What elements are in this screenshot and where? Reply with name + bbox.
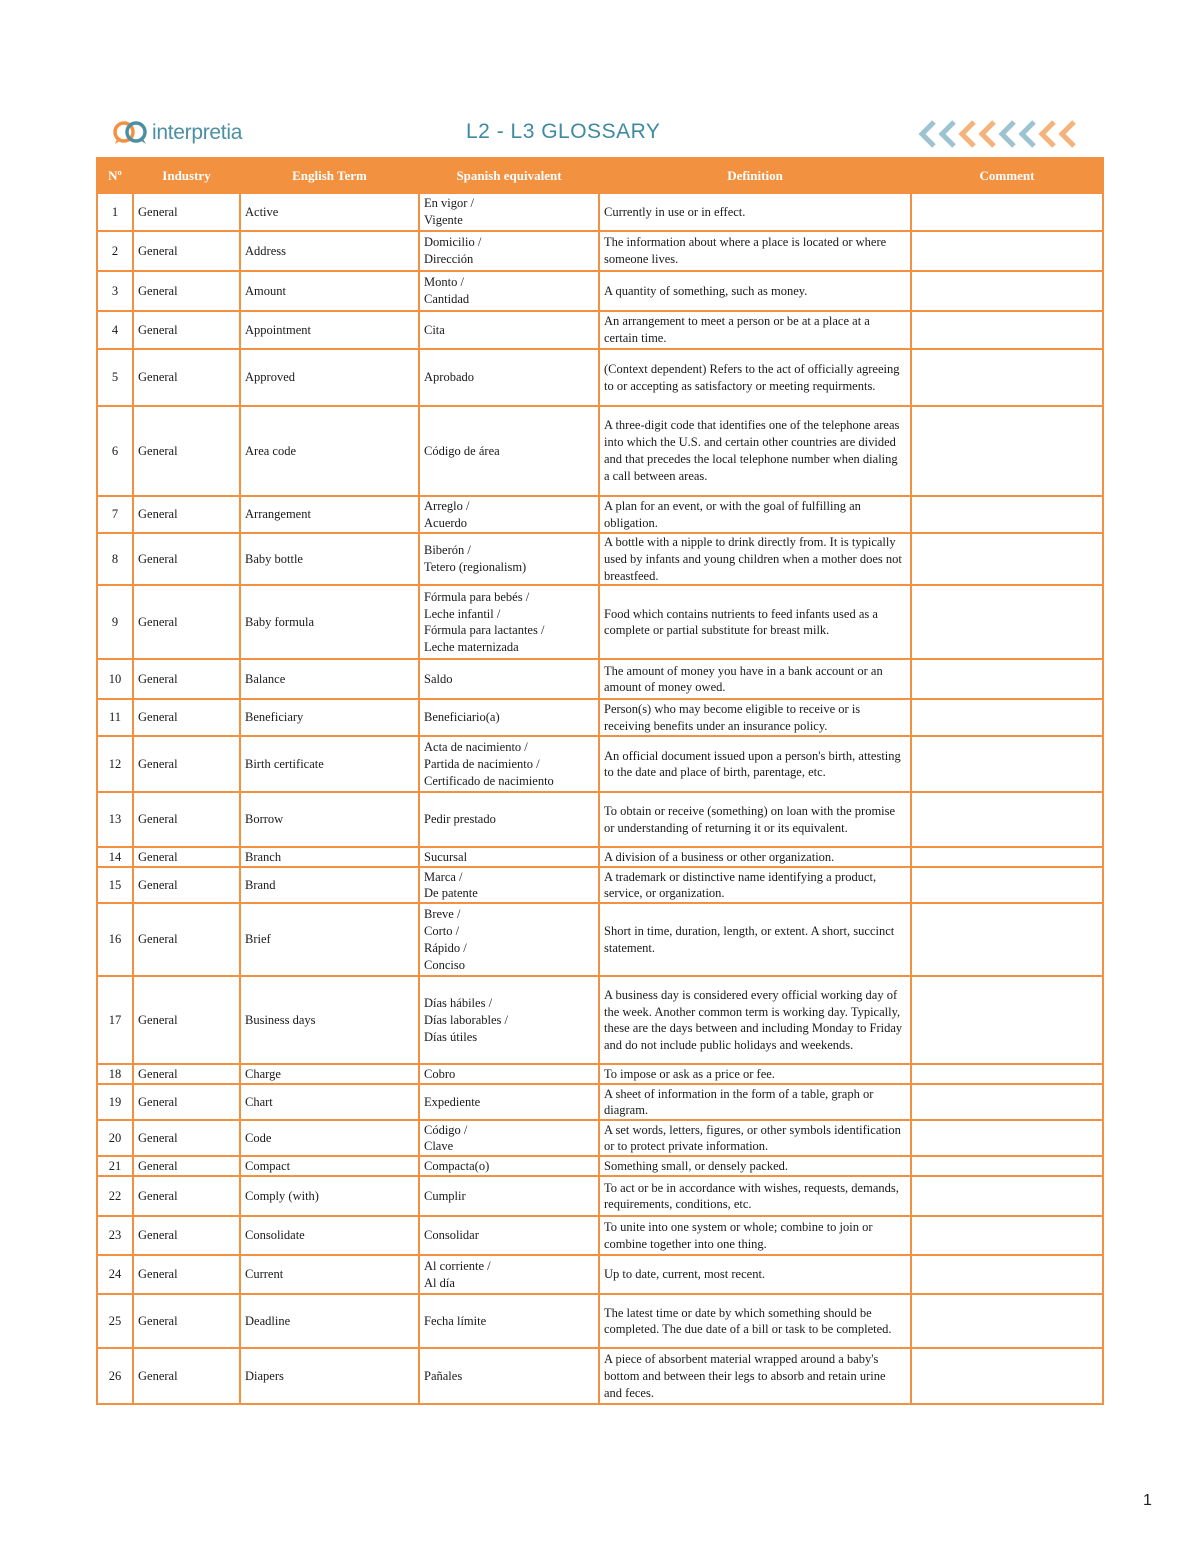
row-number: 2 xyxy=(97,231,133,271)
glossary-body xyxy=(97,193,1103,1404)
table-row xyxy=(97,903,1103,976)
comment-cell xyxy=(911,976,1103,1064)
industry-cell: General xyxy=(133,903,240,976)
definition-cell: A plan for an event, or with the goal of fulfilling an obligation. xyxy=(599,496,911,533)
row-number: 7 xyxy=(97,496,133,533)
definition-cell: (Context dependent) Refers to the act of officially agreeing to or accepting as satisfactory or meeting requirments. xyxy=(599,349,911,406)
speech-bubbles-logo-icon xyxy=(112,120,150,146)
english-term-cell: Consolidate xyxy=(240,1216,419,1255)
comment-cell xyxy=(911,271,1103,311)
english-term-cell: Comply (with) xyxy=(240,1176,419,1216)
table-row xyxy=(97,585,1103,659)
row-number: 21 xyxy=(97,1156,133,1176)
spanish-equivalent-cell: Al corriente / Al día xyxy=(419,1255,599,1294)
definition-cell: An official document issued upon a person's birth, attesting to the date and place of birth, parentage, etc. xyxy=(599,736,911,792)
industry-cell: General xyxy=(133,311,240,349)
industry-cell: General xyxy=(133,496,240,533)
comment-cell xyxy=(911,1156,1103,1176)
table-row xyxy=(97,311,1103,349)
industry-cell: General xyxy=(133,1156,240,1176)
industry-cell: General xyxy=(133,1255,240,1294)
comment-cell xyxy=(911,903,1103,976)
spanish-equivalent-cell: Domicilio / Dirección xyxy=(419,231,599,271)
page-header xyxy=(96,110,1102,158)
definition-cell: A three-digit code that identifies one of the telephone areas into which the U.S. and certain other countries are divided and that precedes the local telephone number when dialing a call between areas. xyxy=(599,406,911,496)
row-number: 17 xyxy=(97,976,133,1064)
document-title: L2 - L3 GLOSSARY xyxy=(466,120,661,143)
definition-cell: A division of a business or other organization. xyxy=(599,847,911,867)
comment-cell xyxy=(911,736,1103,792)
english-term-cell: Arrangement xyxy=(240,496,419,533)
spanish-equivalent-cell: En vigor / Vigente xyxy=(419,193,599,231)
table-row xyxy=(97,847,1103,867)
industry-cell: General xyxy=(133,533,240,585)
spanish-equivalent-cell: Cobro xyxy=(419,1064,599,1084)
table-row xyxy=(97,271,1103,311)
definition-cell: Food which contains nutrients to feed infants used as a complete or partial substitute for breast milk. xyxy=(599,585,911,659)
definition-cell: Up to date, current, most recent. xyxy=(599,1255,911,1294)
column-header-english-term: English Term xyxy=(240,158,419,193)
table-row xyxy=(97,1348,1103,1404)
comment-cell xyxy=(911,1216,1103,1255)
table-row xyxy=(97,659,1103,699)
comment-cell xyxy=(911,1120,1103,1156)
definition-cell: A trademark or distinctive name identifying a product, service, or organization. xyxy=(599,867,911,903)
table-row xyxy=(97,1294,1103,1348)
industry-cell: General xyxy=(133,271,240,311)
english-term-cell: Chart xyxy=(240,1084,419,1120)
industry-cell: General xyxy=(133,1294,240,1348)
table-header-row xyxy=(97,158,1103,193)
row-number: 5 xyxy=(97,349,133,406)
comment-cell xyxy=(911,699,1103,736)
definition-cell: A sheet of information in the form of a table, graph or diagram. xyxy=(599,1084,911,1120)
row-number: 9 xyxy=(97,585,133,659)
comment-cell xyxy=(911,867,1103,903)
definition-cell: To obtain or receive (something) on loan with the promise or understanding of returning it or its equivalent. xyxy=(599,792,911,847)
english-term-cell: Appointment xyxy=(240,311,419,349)
table-row xyxy=(97,736,1103,792)
industry-cell: General xyxy=(133,1084,240,1120)
table-row xyxy=(97,496,1103,533)
definition-cell: An arrangement to meet a person or be at a place at a certain time. xyxy=(599,311,911,349)
industry-cell: General xyxy=(133,867,240,903)
english-term-cell: Amount xyxy=(240,271,419,311)
double-chevron-left-icons xyxy=(918,118,1088,150)
table-row xyxy=(97,1064,1103,1084)
definition-cell: A piece of absorbent material wrapped around a baby's bottom and between their legs to absorb and retain urine and feces. xyxy=(599,1348,911,1404)
english-term-cell: Brief xyxy=(240,903,419,976)
logo-text: interpretia xyxy=(152,121,243,144)
definition-cell: A set words, letters, figures, or other symbols identification or to protect private information. xyxy=(599,1120,911,1156)
spanish-equivalent-cell: Aprobado xyxy=(419,349,599,406)
glossary-table xyxy=(96,157,1104,1405)
table-row xyxy=(97,976,1103,1064)
row-number: 4 xyxy=(97,311,133,349)
english-term-cell: Address xyxy=(240,231,419,271)
spanish-equivalent-cell: Acta de nacimiento / Partida de nacimiento / Certificado de nacimiento xyxy=(419,736,599,792)
definition-cell: Currently in use or in effect. xyxy=(599,193,911,231)
definition-cell: Person(s) who may become eligible to receive or is receiving benefits under an insurance policy. xyxy=(599,699,911,736)
table-row xyxy=(97,699,1103,736)
industry-cell: General xyxy=(133,792,240,847)
row-number: 19 xyxy=(97,1084,133,1120)
spanish-equivalent-cell: Pañales xyxy=(419,1348,599,1404)
row-number: 6 xyxy=(97,406,133,496)
interpretia-logo xyxy=(112,120,242,146)
row-number: 20 xyxy=(97,1120,133,1156)
row-number: 3 xyxy=(97,271,133,311)
definition-cell: A business day is considered every official working day of the week. Another common term is working day. Typically, these are the days between and including Monday to Friday and do not include public holidays and weekends. xyxy=(599,976,911,1064)
table-row xyxy=(97,533,1103,585)
spanish-equivalent-cell: Breve / Corto / Rápido / Conciso xyxy=(419,903,599,976)
comment-cell xyxy=(911,231,1103,271)
comment-cell xyxy=(911,311,1103,349)
table-row xyxy=(97,231,1103,271)
english-term-cell: Borrow xyxy=(240,792,419,847)
spanish-equivalent-cell: Pedir prestado xyxy=(419,792,599,847)
english-term-cell: Beneficiary xyxy=(240,699,419,736)
english-term-cell: Branch xyxy=(240,847,419,867)
spanish-equivalent-cell: Consolidar xyxy=(419,1216,599,1255)
industry-cell: General xyxy=(133,1216,240,1255)
comment-cell xyxy=(911,847,1103,867)
row-number: 15 xyxy=(97,867,133,903)
comment-cell xyxy=(911,193,1103,231)
row-number: 26 xyxy=(97,1348,133,1404)
industry-cell: General xyxy=(133,585,240,659)
row-number: 18 xyxy=(97,1064,133,1084)
spanish-equivalent-cell: Cita xyxy=(419,311,599,349)
row-number: 25 xyxy=(97,1294,133,1348)
english-term-cell: Compact xyxy=(240,1156,419,1176)
column-header-industry: Industry xyxy=(133,158,240,193)
definition-cell: The latest time or date by which something should be completed. The due date of a bill or task to be completed. xyxy=(599,1294,911,1348)
spanish-equivalent-cell: Código / Clave xyxy=(419,1120,599,1156)
row-number: 22 xyxy=(97,1176,133,1216)
industry-cell: General xyxy=(133,1064,240,1084)
comment-cell xyxy=(911,1255,1103,1294)
comment-cell xyxy=(911,496,1103,533)
row-number: 13 xyxy=(97,792,133,847)
english-term-cell: Diapers xyxy=(240,1348,419,1404)
industry-cell: General xyxy=(133,231,240,271)
english-term-cell: Baby bottle xyxy=(240,533,419,585)
table-row xyxy=(97,792,1103,847)
spanish-equivalent-cell: Sucursal xyxy=(419,847,599,867)
spanish-equivalent-cell: Beneficiario(a) xyxy=(419,699,599,736)
industry-cell: General xyxy=(133,847,240,867)
english-term-cell: Approved xyxy=(240,349,419,406)
table-row xyxy=(97,1216,1103,1255)
row-number: 24 xyxy=(97,1255,133,1294)
comment-cell xyxy=(911,1176,1103,1216)
spanish-equivalent-cell: Biberón / Tetero (regionalism) xyxy=(419,533,599,585)
industry-cell: General xyxy=(133,1120,240,1156)
industry-cell: General xyxy=(133,659,240,699)
english-term-cell: Birth certificate xyxy=(240,736,419,792)
definition-cell: A bottle with a nipple to drink directly from. It is typically used by infants and young children when a mother does not breastfeed. xyxy=(599,533,911,585)
definition-cell: To impose or ask as a price or fee. xyxy=(599,1064,911,1084)
spanish-equivalent-cell: Días hábiles / Días laborables / Días útiles xyxy=(419,976,599,1064)
spanish-equivalent-cell: Monto / Cantidad xyxy=(419,271,599,311)
table-row xyxy=(97,406,1103,496)
english-term-cell: Area code xyxy=(240,406,419,496)
comment-cell xyxy=(911,406,1103,496)
row-number: 16 xyxy=(97,903,133,976)
english-term-cell: Brand xyxy=(240,867,419,903)
row-number: 12 xyxy=(97,736,133,792)
industry-cell: General xyxy=(133,1348,240,1404)
industry-cell: General xyxy=(133,193,240,231)
row-number: 10 xyxy=(97,659,133,699)
definition-cell: To act or be in accordance with wishes, requests, demands, requirements, conditions, etc. xyxy=(599,1176,911,1216)
comment-cell xyxy=(911,1348,1103,1404)
spanish-equivalent-cell: Compacta(o) xyxy=(419,1156,599,1176)
table-row xyxy=(97,1176,1103,1216)
comment-cell xyxy=(911,659,1103,699)
comment-cell xyxy=(911,1294,1103,1348)
spanish-equivalent-cell: Arreglo / Acuerdo xyxy=(419,496,599,533)
spanish-equivalent-cell: Saldo xyxy=(419,659,599,699)
spanish-equivalent-cell: Cumplir xyxy=(419,1176,599,1216)
definition-cell: To unite into one system or whole; combine to join or combine together into one thing. xyxy=(599,1216,911,1255)
definition-cell: Short in time, duration, length, or extent. A short, succinct statement. xyxy=(599,903,911,976)
industry-cell: General xyxy=(133,1176,240,1216)
table-row xyxy=(97,1084,1103,1120)
column-header-comment: Comment xyxy=(911,158,1103,193)
table-row xyxy=(97,193,1103,231)
english-term-cell: Current xyxy=(240,1255,419,1294)
spanish-equivalent-cell: Código de área xyxy=(419,406,599,496)
spanish-equivalent-cell: Expediente xyxy=(419,1084,599,1120)
english-term-cell: Business days xyxy=(240,976,419,1064)
page-number: 1 xyxy=(1143,1492,1152,1509)
column-header-definition: Definition xyxy=(599,158,911,193)
english-term-cell: Charge xyxy=(240,1064,419,1084)
english-term-cell: Code xyxy=(240,1120,419,1156)
industry-cell: General xyxy=(133,406,240,496)
comment-cell xyxy=(911,792,1103,847)
row-number: 1 xyxy=(97,193,133,231)
industry-cell: General xyxy=(133,736,240,792)
comment-cell xyxy=(911,533,1103,585)
english-term-cell: Balance xyxy=(240,659,419,699)
english-term-cell: Baby formula xyxy=(240,585,419,659)
table-row xyxy=(97,349,1103,406)
row-number: 11 xyxy=(97,699,133,736)
table-row xyxy=(97,1156,1103,1176)
definition-cell: The amount of money you have in a bank account or an amount of money owed. xyxy=(599,659,911,699)
table-row xyxy=(97,1255,1103,1294)
spanish-equivalent-cell: Fórmula para bebés / Leche infantil / Fórmula para lactantes / Leche maternizada xyxy=(419,585,599,659)
row-number: 14 xyxy=(97,847,133,867)
spanish-equivalent-cell: Marca / De patente xyxy=(419,867,599,903)
english-term-cell: Active xyxy=(240,193,419,231)
spanish-equivalent-cell: Fecha límite xyxy=(419,1294,599,1348)
comment-cell xyxy=(911,585,1103,659)
definition-cell: Something small, or densely packed. xyxy=(599,1156,911,1176)
table-row xyxy=(97,1120,1103,1156)
industry-cell: General xyxy=(133,976,240,1064)
industry-cell: General xyxy=(133,699,240,736)
comment-cell xyxy=(911,1084,1103,1120)
table-row xyxy=(97,867,1103,903)
row-number: 23 xyxy=(97,1216,133,1255)
row-number: 8 xyxy=(97,533,133,585)
column-header-number: Nº xyxy=(97,158,133,193)
comment-cell xyxy=(911,1064,1103,1084)
definition-cell: The information about where a place is located or where someone lives. xyxy=(599,231,911,271)
definition-cell: A quantity of something, such as money. xyxy=(599,271,911,311)
comment-cell xyxy=(911,349,1103,406)
english-term-cell: Deadline xyxy=(240,1294,419,1348)
industry-cell: General xyxy=(133,349,240,406)
column-header-spanish-equivalent: Spanish equivalent xyxy=(419,158,599,193)
